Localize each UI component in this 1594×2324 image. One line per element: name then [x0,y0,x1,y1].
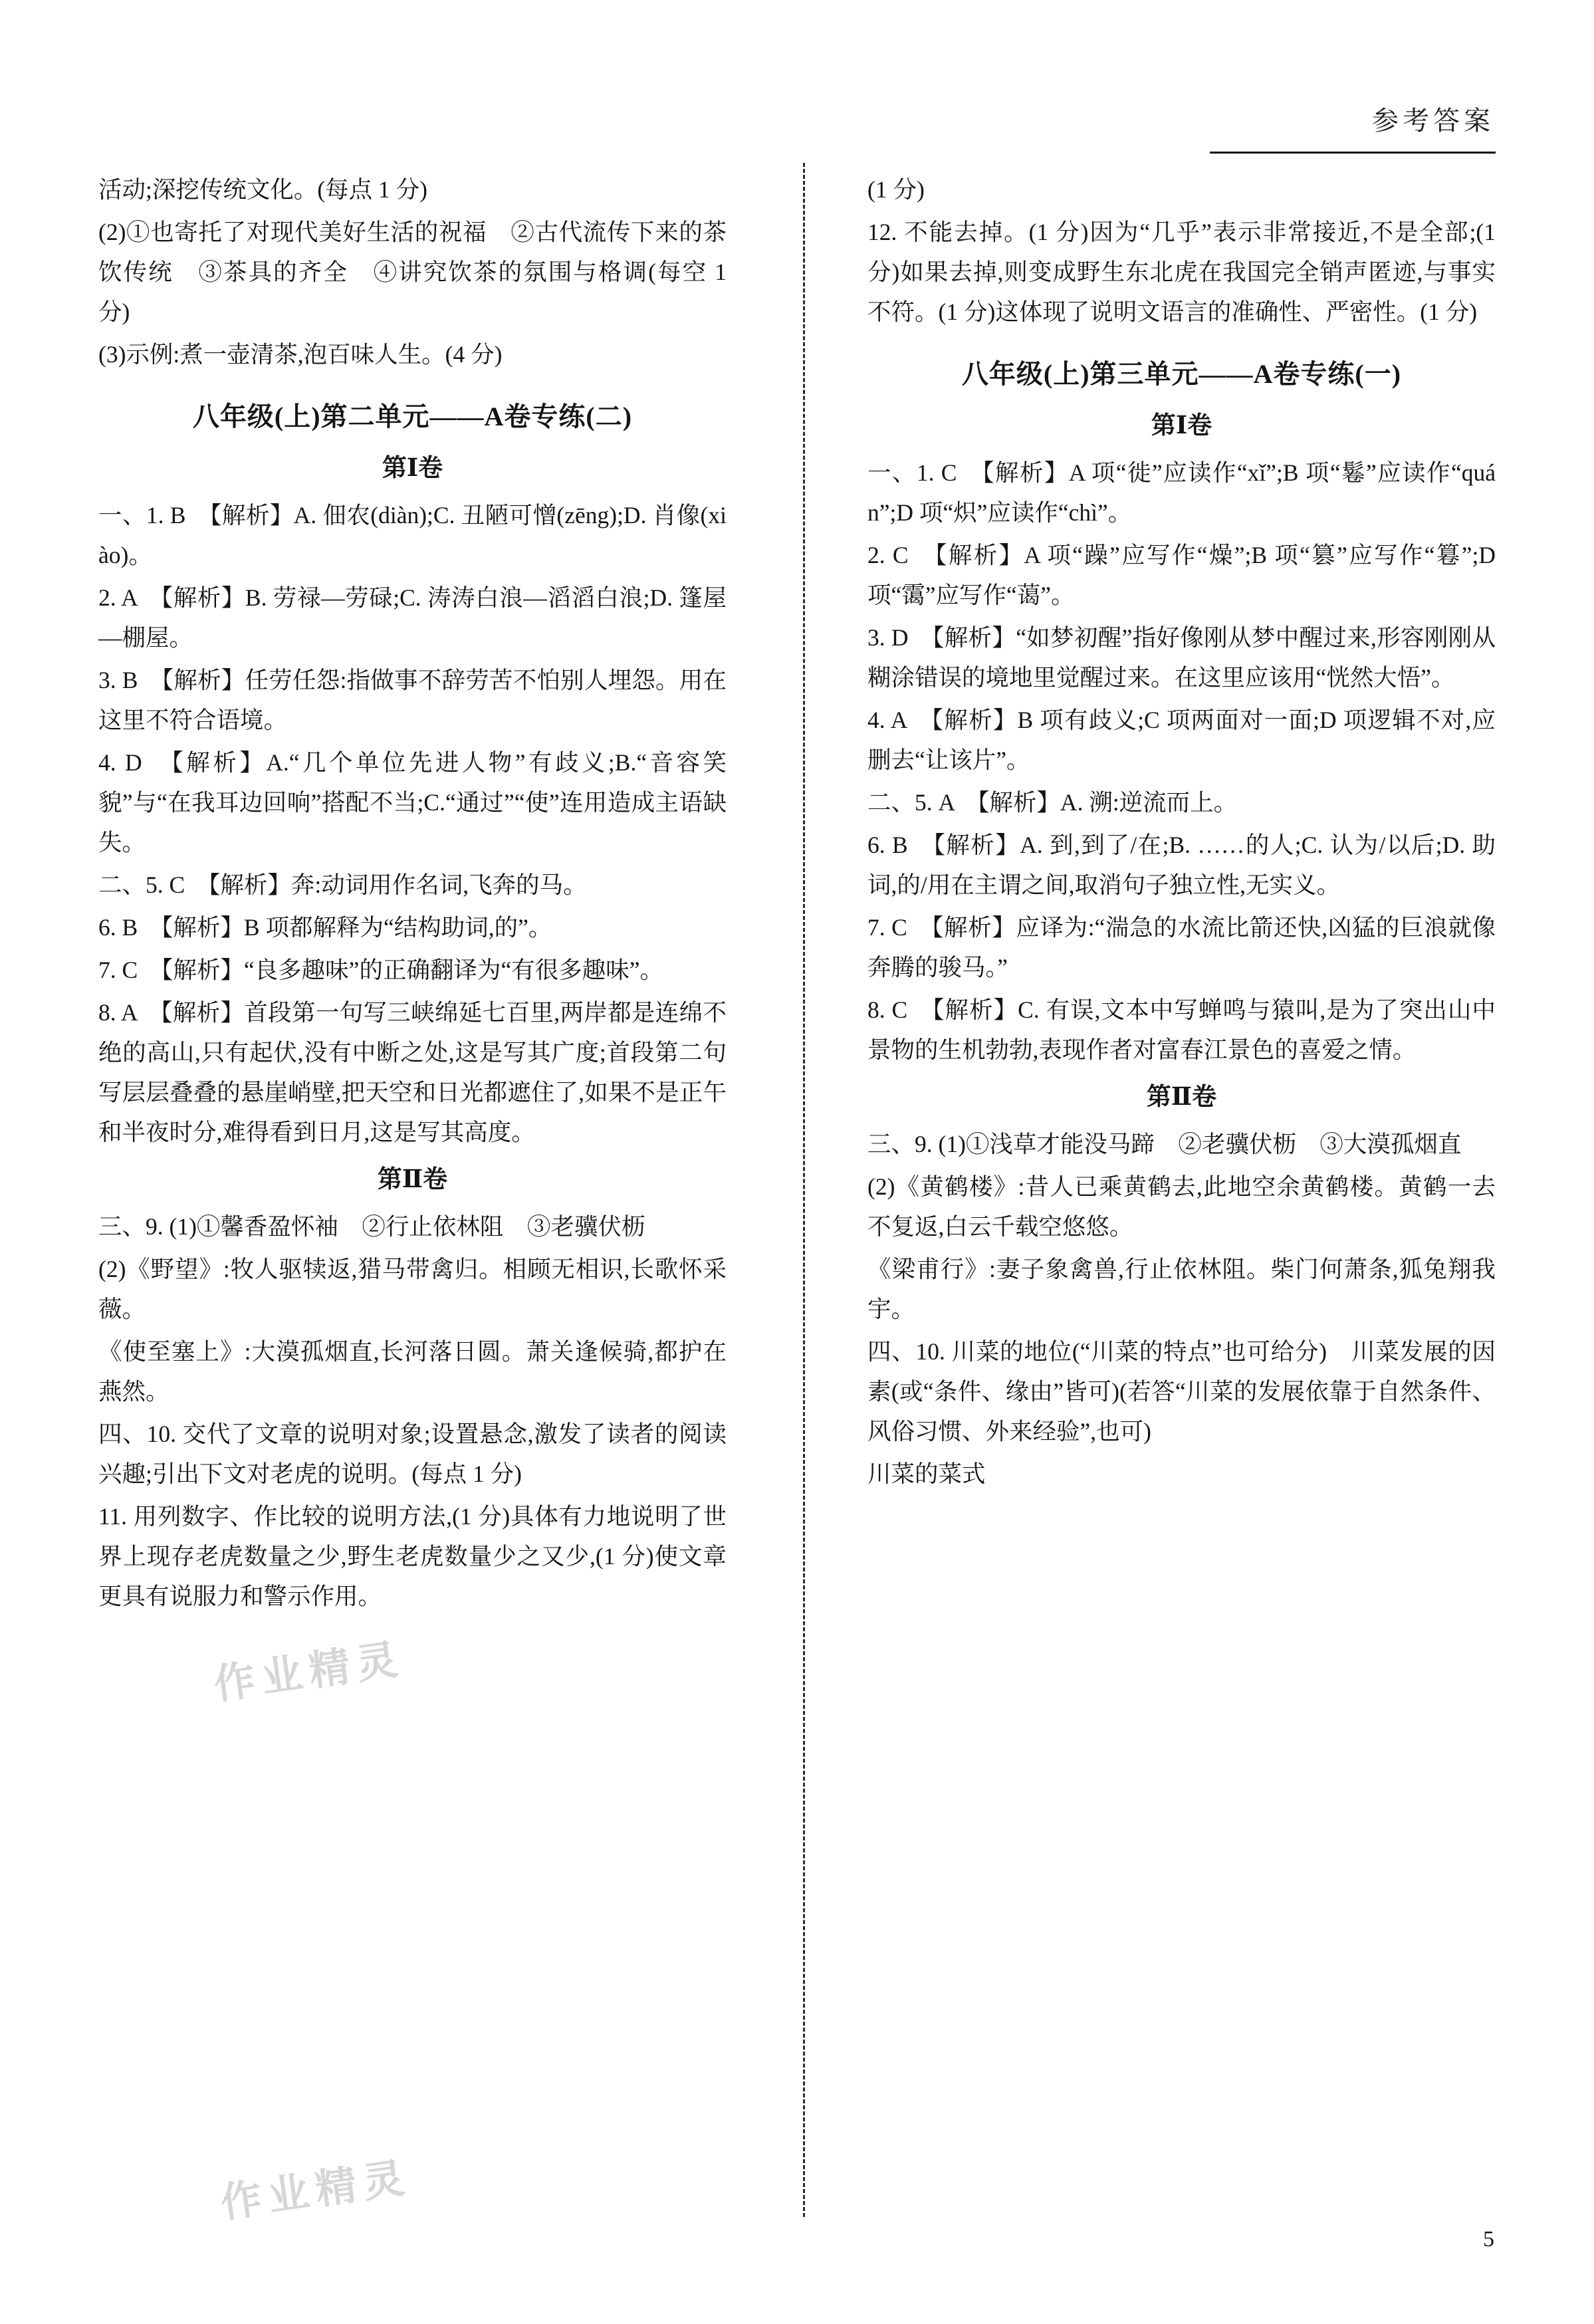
paragraph: 12. 不能去掉。(1 分)因为“几乎”表示非常接近,不是全部;(1 分)如果去掉,则变成野生东北虎在我国完全销声匿迹,与事实不符。(1 分)这体现了说明文语言的准确性、严密性。(1 分) [867,219,1496,325]
answer-item: 4. D 【解析】A.“几个单位先进人物”有歧义;B.“音容笑貌”与“在我耳边回响”搭配不当;C.“通过”“使”连用造成主语缺失。 [98,749,727,856]
answer-item: 7. C 【解析】“良多趣味”的正确翻译为“有很多趣味”。 [98,957,663,983]
header-divider-line [1210,152,1496,154]
answer-item: 2. A 【解析】B. 劳禄—劳碌;C. 涛涛白浪—滔滔白浪;D. 篷屋—棚屋。 [98,584,727,651]
answer-item: 一、1. B 【解析】A. 佃农(diàn);C. 丑陋可憎(zēng);D. 肖像(xiào)。 [98,502,727,568]
paper-part-title-1: 第Ⅰ卷 [1151,412,1212,439]
answer-item: 2. C 【解析】A 项“躁”应写作“燥”;B 项“篡”应写作“篹”;D 项“霭”应写作“蔼”。 [867,542,1496,608]
page-header-title: 参考答案 [1372,106,1494,136]
paragraph: 活动;深挖传统文化。(每点 1 分) [98,176,428,203]
paragraph: (2)①也寄托了对现代美好生活的祝福 ②古代流传下来的茶饮传统 ③茶具的齐全 ④讲究饮茶的氛围与格调(每空 1 分) [98,219,727,325]
column-divider [803,163,805,2217]
paper-part-title-1: 第Ⅰ卷 [382,455,443,482]
answer-item: 7. C 【解析】应译为:“湍急的水流比箭还快,凶猛的巨浪就像奔腾的骏马。” [867,914,1496,981]
answer-item: 3. B 【解析】任劳任怨:指做事不辞劳苦不怕别人埋怨。用在这里不符合语境。 [98,667,727,733]
answer-item: 四、10. 川菜的地位(“川菜的特点”也可给分) 川菜发展的因素(或“条件、缘由”皆可)(若答“川菜的发展依靠于自然条件、风俗习惯、外来经验”,也可) [867,1338,1496,1445]
answer-item: 二、5. A 【解析】A. 溯:逆流而上。 [867,789,1238,816]
answer-item: 8. A 【解析】首段第一句写三峡绵延七百里,两岸都是连绵不绝的高山,只有起伏,没有中断之处,这是写其广度;首段第二句写层层叠叠的悬崖峭壁,把天空和日光都遮住了,如果不是正午和半夜时分,难得看到日月,这是写其高度。 [98,999,727,1145]
answer-item: 四、10. 交代了文章的说明对象;设置悬念,激发了读者的阅读兴趣;引出下文对老虎的说明。(每点 1 分) [98,1421,727,1487]
answer-item: 川菜的菜式 [867,1460,986,1487]
answer-item: 三、9. (1)①馨香盈怀袖 ②行止依林阻 ③老骥伏枥 [98,1213,645,1240]
answer-item: 《使至塞上》:大漠孤烟直,长河落日圆。萧关逢候骑,都护在燕然。 [98,1338,727,1405]
answer-item: 一、1. C 【解析】A 项“徙”应读作“xǐ”;B 项“鬈”应读作“quán”;D 项“炽”应读作“chì”。 [867,459,1496,526]
paper-part-title-2: 第Ⅱ卷 [377,1166,448,1193]
right-column [867,170,1496,1496]
paragraph: (3)示例:煮一壶清茶,泡百味人生。(4 分) [98,341,503,368]
page-number: 5 [1483,2227,1494,2252]
answer-item: 8. C 【解析】C. 有误,文本中写蝉鸣与猿叫,是为了突出山中景物的生机勃勃,表现作者对富春江景色的喜爱之情。 [867,996,1496,1063]
answer-item: 6. B 【解析】A. 到,到了/在;B. ……的人;C. 认为/以后;D. 助词,的/用在主谓之间,取消句子独立性,无实义。 [867,832,1496,898]
answer-item: 4. A 【解析】B 项有歧义;C 项两面对一面;D 项逻辑不对,应删去“让该片”。 [867,707,1496,773]
answer-item: 11. 用列数字、作比较的说明方法,(1 分)具体有力地说明了世界上现存老虎数量之少,野生老虎数量少之又少,(1 分)使文章更具有说服力和警示作用。 [98,1503,727,1609]
section-title-unit2: 八年级(上)第二单元——A卷专练(二) [192,402,633,431]
watermark: 作业精灵 [217,2154,414,2227]
answer-item: 6. B 【解析】B 项都解释为“结构助词,的”。 [98,914,552,941]
paper-part-title-2: 第Ⅱ卷 [1146,1084,1217,1111]
answer-item: (2)《黄鹤楼》:昔人已乘黄鹤去,此地空余黄鹤楼。黄鹤一去不复返,白云千载空悠悠。 [867,1173,1496,1240]
left-column [98,170,727,1619]
section-title-unit3: 八年级(上)第三单元——A卷专练(一) [961,359,1402,389]
answer-item: 3. D 【解析】“如梦初醒”指好像刚从梦中醒过来,形容刚刚从糊涂错误的境地里觉醒过来。在这里应该用“恍然大悟”。 [867,624,1496,691]
answer-item: (2)《野望》:牧人驱犊返,猎马带禽归。相顾无相识,长歌怀采薇。 [98,1256,727,1322]
watermark: 作业精灵 [211,1636,407,1708]
answer-item: 三、9. (1)①浅草才能没马蹄 ②老骥伏枥 ③大漠孤烟直 [867,1131,1462,1157]
answer-item: 二、5. C 【解析】奔:动词用作名词,飞奔的马。 [98,872,587,898]
answer-item: 《梁甫行》:妻子象禽兽,行止依林阻。柴门何萧条,狐兔翔我宇。 [867,1256,1496,1322]
two-column-body [98,170,1494,2217]
paragraph: (1 分) [867,176,925,203]
